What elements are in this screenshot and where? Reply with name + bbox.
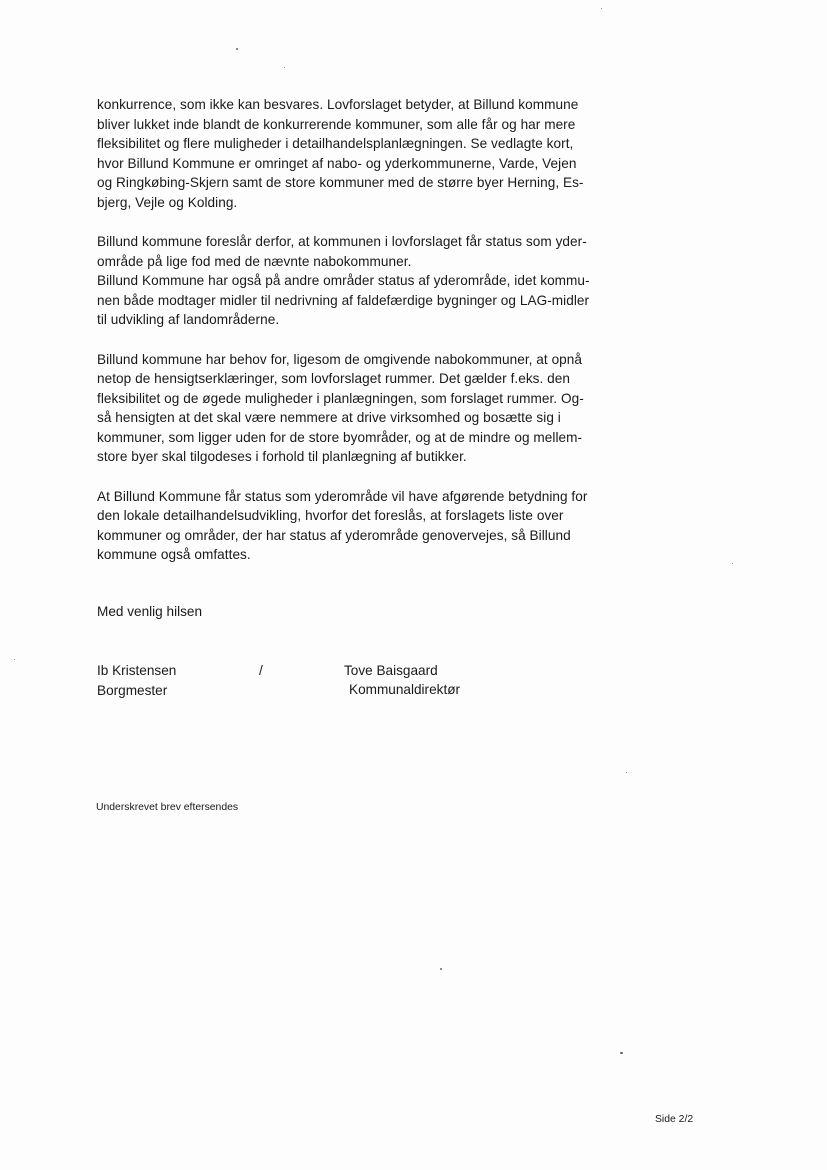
text-line: og Ringkøbing-Skjern samt de store kommuner med de større byer Herning, Es-: [97, 175, 584, 190]
text-line: fleksibilitet og de øgede muligheder i planlægningen, som forslaget rummer. Og-: [97, 390, 584, 406]
scan-speck: [236, 48, 238, 50]
signatory-right-name: Tove Baisgaard: [344, 663, 438, 678]
scan-speck: [732, 563, 733, 564]
page-number: Side 2/2: [655, 1114, 694, 1125]
paragraph-3: [97, 350, 617, 467]
text-line: Billund kommune har behov for, ligesom de omgivende nabokommuner, at opnå: [97, 351, 583, 367]
text-line: At Billund Kommune får status som yderområde vil have afgørende betydning for: [97, 488, 588, 504]
text-line: netop de hensigtserklæringer, som lovforslaget rummer. Det gælder f.eks. den: [97, 371, 571, 386]
scan-speck: [14, 659, 15, 660]
paragraph-2: [97, 232, 617, 330]
paragraph-1: [97, 95, 617, 212]
text-line: fleksibilitet og flere muligheder i detailhandelsplanlægningen. Se vedlagte kort,: [97, 136, 574, 151]
paragraph-4: [97, 487, 617, 565]
text-line: kommuner og områder, der har status af yderområde genovervejes, så Billund: [97, 527, 571, 543]
scan-speck: [601, 8, 602, 9]
scan-speck: [284, 67, 285, 68]
signatory-left-title: Borgmester: [97, 682, 168, 698]
scan-speck: [440, 968, 442, 970]
text-line: den lokale detailhandelsudvikling, hvorfor det foreslås, at forslagets liste over: [97, 508, 564, 523]
signature-note: Underskrevet brev eftersendes: [96, 802, 239, 813]
signatory-left-name: Ib Kristensen: [97, 663, 177, 678]
text-line: så hensigten at det skal være nemmere at drive virksomhed og bosætte sig i: [97, 410, 561, 425]
text-line: Billund kommune foreslår derfor, at kommunen i lovforslaget får status som yder-: [97, 234, 587, 249]
closing-greeting: Med venlig hilsen: [97, 604, 203, 619]
text-line: store byer skal tilgodeses i forhold til planlægning af butikker.: [97, 449, 467, 464]
text-line: nen både modtager midler til nedrivning af faldefærdige bygninger og LAG-midler: [97, 292, 590, 308]
text-line: til udvikling af landområderne.: [97, 312, 280, 327]
text-line: hvor Billund Kommune er omringet af nabo- og yderkommunerne, Varde, Vejen: [97, 155, 577, 171]
scan-speck: [626, 772, 627, 773]
scan-speck: [620, 1052, 623, 1054]
text-line: bjerg, Vejle og Kolding.: [97, 194, 238, 210]
signatory-left: [97, 661, 176, 700]
text-line: bliver lukket inde blandt de konkurrerende kommuner, som alle får og har mere: [97, 116, 576, 132]
text-line: kommune også omfattes.: [97, 547, 251, 562]
letter-body: [97, 95, 617, 585]
signatory-right-title: Kommunaldirektør: [349, 682, 461, 697]
signatory-separator: /: [259, 663, 263, 678]
text-line: konkurrence, som ikke kan besvares. Lovforslaget betyder, at Billund kommune: [97, 97, 579, 112]
text-line: Billund Kommune har også på andre områder status af yderområde, idet kommu-: [97, 273, 590, 288]
text-line: kommuner, som ligger uden for de store byområder, og at de mindre og mellem-: [97, 429, 583, 445]
text-line: område på lige fod med de nævnte nabokommuner.: [97, 253, 412, 269]
